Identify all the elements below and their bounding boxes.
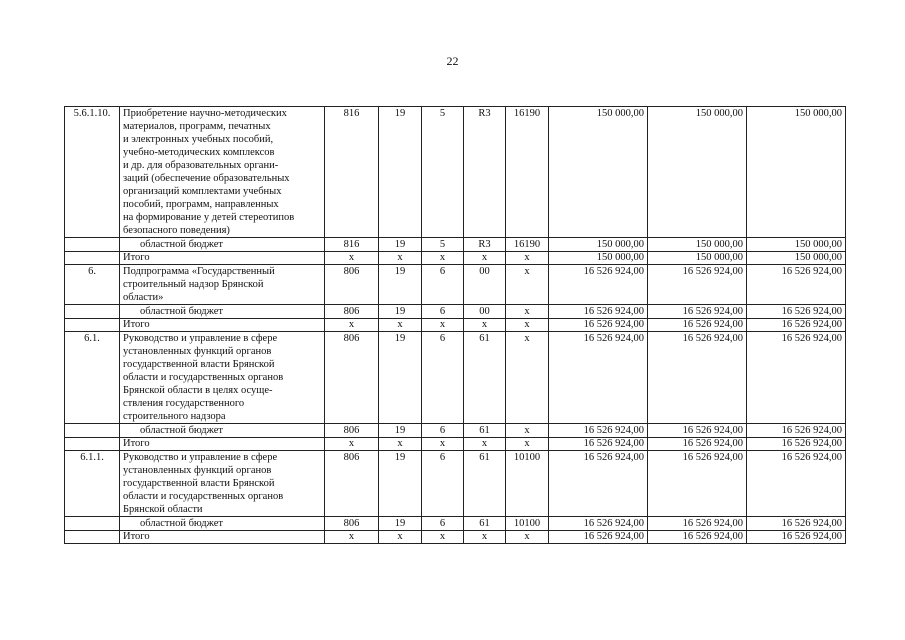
cell-name: Итого xyxy=(120,319,325,332)
cell-amount-year-3: 16 526 924,00 xyxy=(747,424,846,438)
cell-code-section: 19 xyxy=(379,424,422,438)
cell-name-line: государственной власти Брянской xyxy=(123,478,275,489)
cell-name-line: организаций комплектами учебных xyxy=(123,186,282,197)
cell-name-line: области и государственных органов xyxy=(123,372,284,383)
cell-name-line: и электронных учебных пособий, xyxy=(123,134,274,145)
cell-number xyxy=(65,517,120,531)
table-row-item xyxy=(65,332,846,424)
cell-code-subprogram: 61 xyxy=(464,424,506,438)
cell-amount-year-3: 150 000,00 xyxy=(747,107,846,238)
cell-name-line: Приобретение научно-методических xyxy=(123,108,287,119)
cell-amount-year-1: 16 526 924,00 xyxy=(549,517,648,531)
cell-name xyxy=(120,332,325,424)
cell-code-direction: х xyxy=(506,531,549,544)
cell-code-ministry: х xyxy=(325,438,379,451)
cell-amount-year-2: 16 526 924,00 xyxy=(648,517,747,531)
cell-name-line: строительный надзор Брянской xyxy=(123,279,264,290)
cell-code-direction: х xyxy=(506,319,549,332)
cell-code-direction: 16190 xyxy=(506,107,549,238)
cell-amount-year-2: 16 526 924,00 xyxy=(648,531,747,544)
cell-name-line: области» xyxy=(123,292,164,303)
table-row-total xyxy=(65,319,846,332)
table-row-total xyxy=(65,438,846,451)
cell-name: областной бюджет xyxy=(120,517,325,531)
cell-code-ministry: 806 xyxy=(325,424,379,438)
cell-code-subprogram: 00 xyxy=(464,305,506,319)
cell-amount-year-3: 16 526 924,00 xyxy=(747,517,846,531)
cell-number: 6. xyxy=(65,265,120,305)
cell-amount-year-3: 150 000,00 xyxy=(747,252,846,265)
cell-code-subprogram: R3 xyxy=(464,107,506,238)
cell-code-subprogram: R3 xyxy=(464,238,506,252)
cell-code-program: 5 xyxy=(422,107,464,238)
table-body xyxy=(65,107,846,544)
table-row-item xyxy=(65,107,846,238)
cell-code-direction: 10100 xyxy=(506,451,549,517)
cell-name: областной бюджет xyxy=(120,424,325,438)
cell-name-line: Брянской области xyxy=(123,504,203,515)
table-row-budget-source xyxy=(65,238,846,252)
cell-code-ministry: х xyxy=(325,531,379,544)
cell-amount-year-3: 16 526 924,00 xyxy=(747,265,846,305)
cell-code-section: 19 xyxy=(379,305,422,319)
cell-number xyxy=(65,305,120,319)
cell-code-section: 19 xyxy=(379,107,422,238)
cell-name-line: Брянской области в целях осуще- xyxy=(123,385,273,396)
cell-code-ministry: 806 xyxy=(325,451,379,517)
cell-code-section: 19 xyxy=(379,265,422,305)
cell-code-program: 5 xyxy=(422,238,464,252)
cell-amount-year-1: 16 526 924,00 xyxy=(549,265,648,305)
cell-name-line: Руководство и управление в сфере xyxy=(123,452,278,463)
budget-table xyxy=(64,106,846,544)
cell-code-subprogram: х xyxy=(464,531,506,544)
cell-code-ministry: 806 xyxy=(325,305,379,319)
cell-name: областной бюджет xyxy=(120,305,325,319)
table-row-budget-source xyxy=(65,517,846,531)
cell-amount-year-2: 150 000,00 xyxy=(648,252,747,265)
table-row-item xyxy=(65,265,846,305)
cell-code-subprogram: х xyxy=(464,438,506,451)
cell-amount-year-2: 16 526 924,00 xyxy=(648,424,747,438)
cell-name-line: установленных функций органов xyxy=(123,465,272,476)
cell-amount-year-1: 150 000,00 xyxy=(549,238,648,252)
cell-name-line: ствления государственного xyxy=(123,398,245,409)
cell-code-ministry: 806 xyxy=(325,265,379,305)
cell-name: областной бюджет xyxy=(120,238,325,252)
cell-name-line: области и государственных органов xyxy=(123,491,284,502)
cell-number xyxy=(65,238,120,252)
table-row-budget-source xyxy=(65,305,846,319)
cell-code-section: х xyxy=(379,531,422,544)
cell-code-direction: х xyxy=(506,438,549,451)
cell-amount-year-2: 150 000,00 xyxy=(648,238,747,252)
cell-name: Итого xyxy=(120,531,325,544)
cell-number xyxy=(65,438,120,451)
cell-name xyxy=(120,451,325,517)
table-row-budget-source xyxy=(65,424,846,438)
cell-code-subprogram: 61 xyxy=(464,451,506,517)
cell-code-direction: х xyxy=(506,265,549,305)
cell-number: 5.6.1.10. xyxy=(65,107,120,238)
cell-number: 6.1. xyxy=(65,332,120,424)
cell-name-line: Руководство и управление в сфере xyxy=(123,333,278,344)
cell-name xyxy=(120,265,325,305)
cell-code-section: х xyxy=(379,438,422,451)
cell-name-line: учебно-методических комплексов xyxy=(123,147,275,158)
cell-name-line: пособий, программ, направленных xyxy=(123,199,279,210)
table-row-item xyxy=(65,451,846,517)
cell-name-line: Подпрограмма «Государственный xyxy=(123,266,275,277)
cell-amount-year-2: 16 526 924,00 xyxy=(648,438,747,451)
cell-code-section: 19 xyxy=(379,451,422,517)
cell-code-program: 6 xyxy=(422,424,464,438)
cell-code-section: 19 xyxy=(379,517,422,531)
cell-code-direction: х xyxy=(506,305,549,319)
cell-code-direction: х xyxy=(506,424,549,438)
cell-amount-year-3: 16 526 924,00 xyxy=(747,531,846,544)
cell-amount-year-1: 16 526 924,00 xyxy=(549,531,648,544)
cell-code-program: х xyxy=(422,319,464,332)
cell-code-ministry: 806 xyxy=(325,517,379,531)
cell-amount-year-2: 16 526 924,00 xyxy=(648,305,747,319)
cell-code-program: 6 xyxy=(422,265,464,305)
page-number: 22 xyxy=(446,54,459,68)
cell-amount-year-1: 16 526 924,00 xyxy=(549,305,648,319)
cell-amount-year-1: 16 526 924,00 xyxy=(549,438,648,451)
cell-amount-year-1: 16 526 924,00 xyxy=(549,451,648,517)
cell-amount-year-1: 150 000,00 xyxy=(549,252,648,265)
cell-amount-year-2: 16 526 924,00 xyxy=(648,319,747,332)
cell-amount-year-1: 16 526 924,00 xyxy=(549,319,648,332)
cell-code-ministry: х xyxy=(325,319,379,332)
cell-code-ministry: х xyxy=(325,252,379,265)
cell-amount-year-3: 16 526 924,00 xyxy=(747,451,846,517)
cell-code-direction: 16190 xyxy=(506,238,549,252)
cell-code-direction: х xyxy=(506,252,549,265)
cell-code-direction: х xyxy=(506,332,549,424)
cell-amount-year-1: 16 526 924,00 xyxy=(549,424,648,438)
cell-code-subprogram: 00 xyxy=(464,265,506,305)
cell-name: Итого xyxy=(120,252,325,265)
cell-name: Итого xyxy=(120,438,325,451)
cell-code-program: х xyxy=(422,531,464,544)
cell-amount-year-2: 16 526 924,00 xyxy=(648,265,747,305)
cell-code-ministry: 806 xyxy=(325,332,379,424)
cell-number: 6.1.1. xyxy=(65,451,120,517)
cell-amount-year-3: 150 000,00 xyxy=(747,238,846,252)
cell-code-subprogram: 61 xyxy=(464,332,506,424)
cell-amount-year-2: 150 000,00 xyxy=(648,107,747,238)
cell-amount-year-2: 16 526 924,00 xyxy=(648,451,747,517)
cell-name-line: установленных функций органов xyxy=(123,346,272,357)
cell-amount-year-2: 16 526 924,00 xyxy=(648,332,747,424)
cell-number xyxy=(65,252,120,265)
cell-name-line: материалов, программ, печатных xyxy=(123,121,271,132)
cell-number xyxy=(65,424,120,438)
cell-name-line: на формирование у детей стереотипов xyxy=(123,212,295,223)
cell-name xyxy=(120,107,325,238)
cell-code-program: 6 xyxy=(422,305,464,319)
table-row-total xyxy=(65,252,846,265)
cell-name-line: строительного надзора xyxy=(123,411,226,422)
cell-code-program: х xyxy=(422,438,464,451)
cell-name-line: заций (обеспечение образовательных xyxy=(123,173,290,184)
cell-code-subprogram: х xyxy=(464,319,506,332)
cell-amount-year-3: 16 526 924,00 xyxy=(747,305,846,319)
cell-code-program: 6 xyxy=(422,517,464,531)
cell-name-line: государственной власти Брянской xyxy=(123,359,275,370)
cell-code-program: х xyxy=(422,252,464,265)
cell-code-ministry: 816 xyxy=(325,238,379,252)
cell-code-subprogram: х xyxy=(464,252,506,265)
cell-amount-year-1: 16 526 924,00 xyxy=(549,332,648,424)
cell-code-section: 19 xyxy=(379,332,422,424)
cell-code-section: х xyxy=(379,252,422,265)
cell-amount-year-1: 150 000,00 xyxy=(549,107,648,238)
cell-number xyxy=(65,531,120,544)
cell-amount-year-3: 16 526 924,00 xyxy=(747,319,846,332)
cell-code-direction: 10100 xyxy=(506,517,549,531)
cell-name-line: и др. для образовательных органи- xyxy=(123,160,279,171)
cell-code-subprogram: 61 xyxy=(464,517,506,531)
cell-code-program: 6 xyxy=(422,332,464,424)
cell-name-line: безопасного поведения) xyxy=(123,225,230,236)
cell-number xyxy=(65,319,120,332)
cell-amount-year-3: 16 526 924,00 xyxy=(747,438,846,451)
cell-code-program: 6 xyxy=(422,451,464,517)
cell-code-section: х xyxy=(379,319,422,332)
cell-code-section: 19 xyxy=(379,238,422,252)
cell-amount-year-3: 16 526 924,00 xyxy=(747,332,846,424)
table-row-total xyxy=(65,531,846,544)
cell-code-ministry: 816 xyxy=(325,107,379,238)
